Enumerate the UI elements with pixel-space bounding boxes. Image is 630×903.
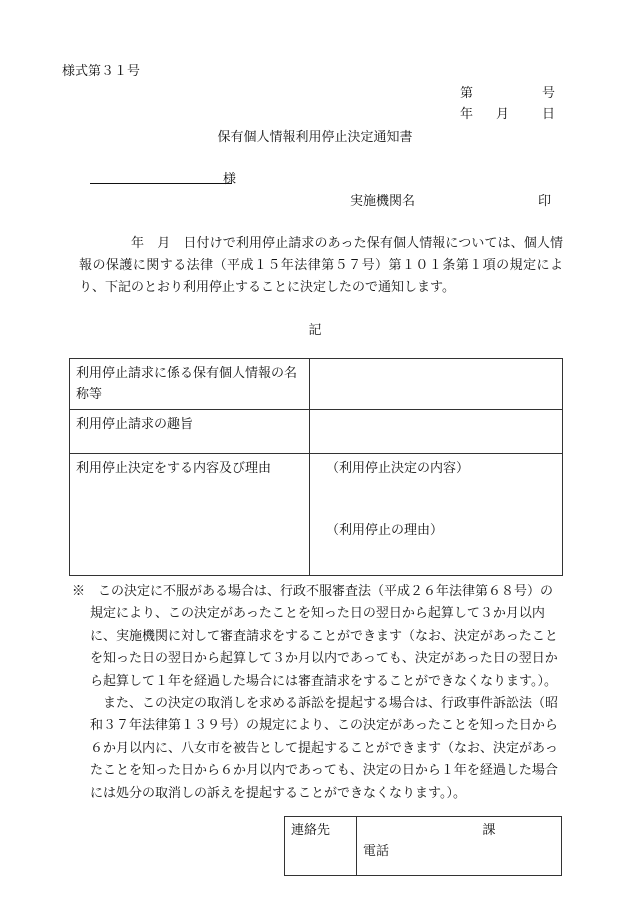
body-text	[79, 233, 563, 299]
addressee-line	[90, 183, 232, 184]
doc-number-suffix: 号	[542, 86, 556, 101]
table-row	[70, 359, 563, 410]
form-number: 様式第３１号	[62, 64, 141, 79]
row2-value	[310, 410, 563, 454]
decision-table	[69, 358, 563, 576]
agency-label: 実施機関名	[350, 194, 416, 209]
date-year: 年	[460, 107, 474, 122]
contact-table	[284, 816, 562, 876]
doc-number-prefix: 第	[460, 86, 474, 101]
date-day: 日	[542, 107, 556, 122]
notice-paragraph-2: また、この決定の取消しを求める訴訟を提起する場合は、行政事件訴訟法（昭和３７年法律第１３９号）の規定により、この決定があったことを知った日から６か月以内に、八女市を被告として提起することができます（なお、決定があったことを知った日から６か月以内であっても、決定の日から１年を経過した場合には処分の取消しの訴えを提起することができなくなります。）。	[90, 696, 559, 801]
row3-value	[310, 454, 563, 576]
body-paragraph: 年 月 日付けで利用停止請求のあった保有個人情報については、個人情報の保護に関する法律（平成１５年法律第５７号）第１０１条第１項の規定により、下記のとおり利用停止することに決定したので通知します。	[79, 236, 563, 295]
row1-value	[310, 359, 563, 410]
contact-details	[357, 817, 562, 876]
contact-dept: 課	[482, 823, 496, 838]
addressee-suffix: 様	[223, 172, 237, 187]
notice-paragraph-1: ※ この決定に不服がある場合は、行政不服審査法（平成２６年法律第６８号）の規定により、この決定があったことを知った日の翌日から起算して３か月以内に、実施機関に対して審査請求をすることができます（なお、決定があったことを知った日の翌日から起算して３か月以内であっても、決定があった日の翌日から起算して１年を経過した場合には審査請求をすることができなくなります。）。	[72, 584, 558, 689]
seal-mark: 印	[538, 194, 552, 209]
table-row	[70, 454, 563, 576]
contact-label: 連絡先	[285, 817, 357, 876]
row1-label: 利用停止請求に係る保有個人情報の名称等	[70, 359, 310, 410]
contact-phone: 電話	[363, 844, 390, 859]
decision-content-label: （利用停止決定の内容）	[326, 461, 470, 476]
appeal-notice	[72, 581, 564, 805]
document-title: 保有個人情報利用停止決定通知書	[217, 130, 413, 145]
row2-label: 利用停止請求の趣旨	[70, 410, 310, 454]
decision-reason-label: （利用停止の理由）	[326, 523, 444, 538]
ki-heading: 記	[308, 323, 322, 338]
table-row	[285, 817, 562, 876]
date-month: 月	[496, 107, 510, 122]
row3-label: 利用停止決定をする内容及び理由	[70, 454, 310, 576]
table-row	[70, 410, 563, 454]
